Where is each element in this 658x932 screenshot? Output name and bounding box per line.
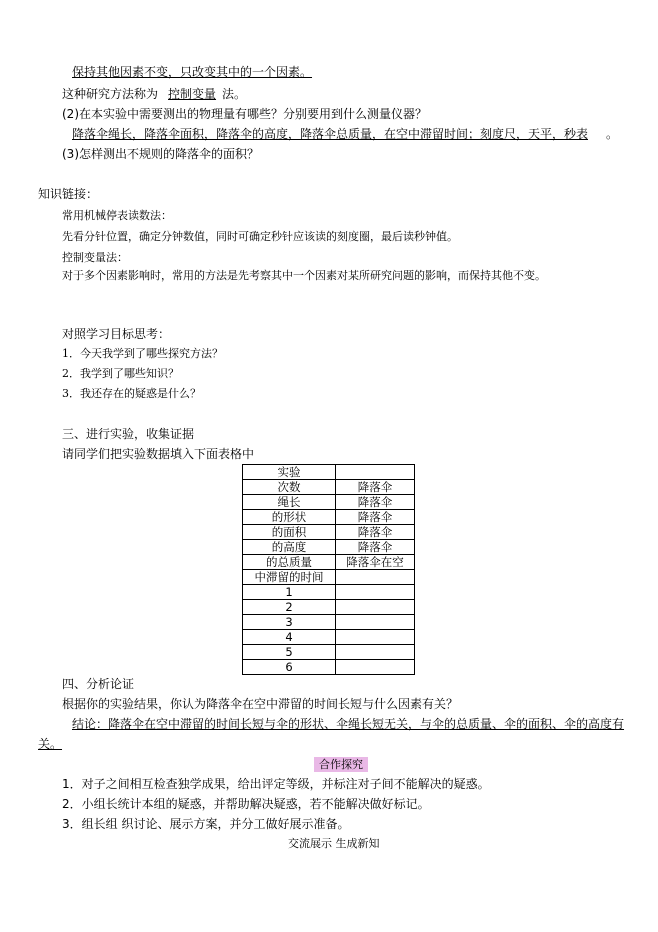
table-row — [243, 540, 415, 555]
answer-line-2 — [62, 126, 618, 142]
reflection-item: 3．我还存在的疑惑是什么？ — [62, 387, 201, 400]
trial-number: 5 — [243, 645, 336, 660]
section-3-instruction: 请同学们把实验数据填入下面表格中 — [62, 447, 255, 461]
table-row — [243, 480, 415, 495]
table-cell: 降落伞 — [336, 525, 415, 540]
table-cell: 的形状 — [243, 510, 336, 525]
table-row — [243, 600, 415, 615]
conclusion-text: 结论：降落伞在空中滞留的时间长短与伞的形状、伞绳长短无关，与伞的总质量、伞的面积、伞的高度有 — [72, 717, 625, 731]
conclusion-line-2 — [38, 736, 76, 752]
answer-2-end: 。 — [606, 127, 619, 141]
reflection-item: 1．今天我学到了哪些探究方法？ — [62, 347, 223, 360]
trial-time-cell[interactable] — [336, 600, 415, 615]
section-4-heading: 四、分析论证 — [62, 677, 135, 691]
table-cell: 的高度 — [243, 540, 336, 555]
conclusion-end: 关。 — [38, 737, 63, 751]
conclusion-line-1 — [62, 716, 624, 732]
trial-time-cell[interactable] — [336, 585, 415, 600]
method-line — [62, 86, 246, 102]
section-3-heading: 三、进行实验，收集证据 — [62, 427, 195, 441]
trial-time-cell[interactable] — [336, 615, 415, 630]
table-cell: 中滞留的时间 — [243, 570, 336, 585]
trial-number: 4 — [243, 630, 336, 645]
method-prefix: 这种研究方法称为 — [62, 87, 159, 101]
knowledge-item-1-body: 先看分针位置，确定分钟数值，同时可确定秒针应该读的刻度圈，最后读秒钟值。 — [62, 230, 458, 243]
cooperation-item-number: 2 — [62, 797, 70, 811]
cooperation-item-number: 3 — [62, 817, 70, 831]
reflection-item-number: 1 — [62, 347, 69, 360]
table-row — [243, 525, 415, 540]
question-2: (2)在本实验中需要测出的物理量有哪些？分别要用到什么测量仪器？ — [62, 107, 428, 121]
cooperation-item: 3．组长组 织讨论、展示方案，并分工做好展示准备。 — [62, 817, 350, 831]
table-row — [243, 615, 415, 630]
cooperation-item: 2．小组长统计本组的疑惑，并帮助解决疑惑，若不能解决做好标记。 — [62, 797, 430, 811]
trial-time-cell[interactable] — [336, 630, 415, 645]
table-row — [243, 645, 415, 660]
trial-time-cell[interactable] — [336, 645, 415, 660]
cooperation-item-number: 1 — [62, 777, 70, 791]
cooperation-item-text: 对子之间相互检查独学成果，给出评定等级，并标注对子间不能解决的疑惑。 — [81, 777, 490, 791]
table-cell: 的总质量 — [243, 555, 336, 570]
table-cell: 降落伞 — [336, 480, 415, 495]
table-cell: 实验 — [243, 465, 336, 480]
table-row — [243, 465, 415, 480]
cooperation-item: 1．对子之间相互检查独学成果，给出评定等级，并标注对子间不能解决的疑惑。 — [62, 777, 490, 791]
table-cell[interactable] — [336, 570, 415, 585]
knowledge-item-2-title: 控制变量法： — [62, 251, 128, 264]
question-3: (3)怎样测出不规则的降落伞的面积？ — [62, 147, 259, 161]
table-row — [243, 555, 415, 570]
table-row — [243, 510, 415, 525]
knowledge-heading: 知识链接： — [38, 187, 99, 201]
table-cell: 的面积 — [243, 525, 336, 540]
reflection-item-text: 我还存在的疑惑是什么？ — [80, 387, 201, 400]
trial-time-cell[interactable] — [336, 660, 415, 675]
answer-2: 降落伞绳长，降落伞面积，降落伞的高度，降落伞总质量，在空中滞留时间；刻度尺，天平，秒表 — [72, 127, 589, 141]
knowledge-item-1-title: 常用机械停表读数法： — [62, 209, 172, 222]
answer-line-1 — [62, 64, 320, 80]
reflection-item-text: 今天我学到了哪些探究方法？ — [80, 347, 223, 360]
trial-number: 6 — [243, 660, 336, 675]
method-answer: 控制变量 — [168, 87, 217, 101]
experiment-table — [242, 464, 415, 675]
cooperation-item-text: 小组长统计本组的疑惑，并帮助解决疑惑，若不能解决做好标记。 — [81, 797, 430, 811]
table-row — [243, 585, 415, 600]
method-suffix: 法。 — [222, 87, 247, 101]
section-4-question: 根据你的实验结果，你认为降落伞在空中滞留的时间长短与什么因素有关？ — [62, 697, 459, 711]
table-row — [243, 630, 415, 645]
reflection-item-number: 3 — [62, 387, 69, 400]
trial-number: 2 — [243, 600, 336, 615]
reflection-item-text: 我学到了哪些知识？ — [80, 367, 179, 380]
knowledge-item-2-body: 对于多个因素影响时，常用的方法是先考察其中一个因素对某所研究问题的影响，而保持其他不变。 — [62, 269, 546, 282]
table-row — [243, 495, 415, 510]
cooperation-item-text: 组长组 织讨论、展示方案，并分工做好展示准备。 — [81, 817, 350, 831]
trial-number: 1 — [243, 585, 336, 600]
cooperation-footer: 交流展示 生成新知 — [288, 837, 380, 850]
table-cell: 降落伞在空 — [336, 555, 415, 570]
reflection-item-number: 2 — [62, 367, 69, 380]
cooperation-badge: 合作探究 — [314, 757, 368, 772]
reflection-item: 2．我学到了哪些知识？ — [62, 367, 179, 380]
table-cell: 降落伞 — [336, 540, 415, 555]
table-row — [243, 570, 415, 585]
table-cell: 绳长 — [243, 495, 336, 510]
reflection-heading: 对照学习目标思考： — [62, 327, 171, 341]
answer-1: 保持其他因素不变，只改变其中的一个因素。 — [72, 65, 313, 79]
trial-number: 3 — [243, 615, 336, 630]
table-cell: 降落伞 — [336, 495, 415, 510]
table-cell: 降落伞 — [336, 510, 415, 525]
table-row — [243, 660, 415, 675]
table-cell[interactable] — [336, 465, 415, 480]
table-cell: 次数 — [243, 480, 336, 495]
